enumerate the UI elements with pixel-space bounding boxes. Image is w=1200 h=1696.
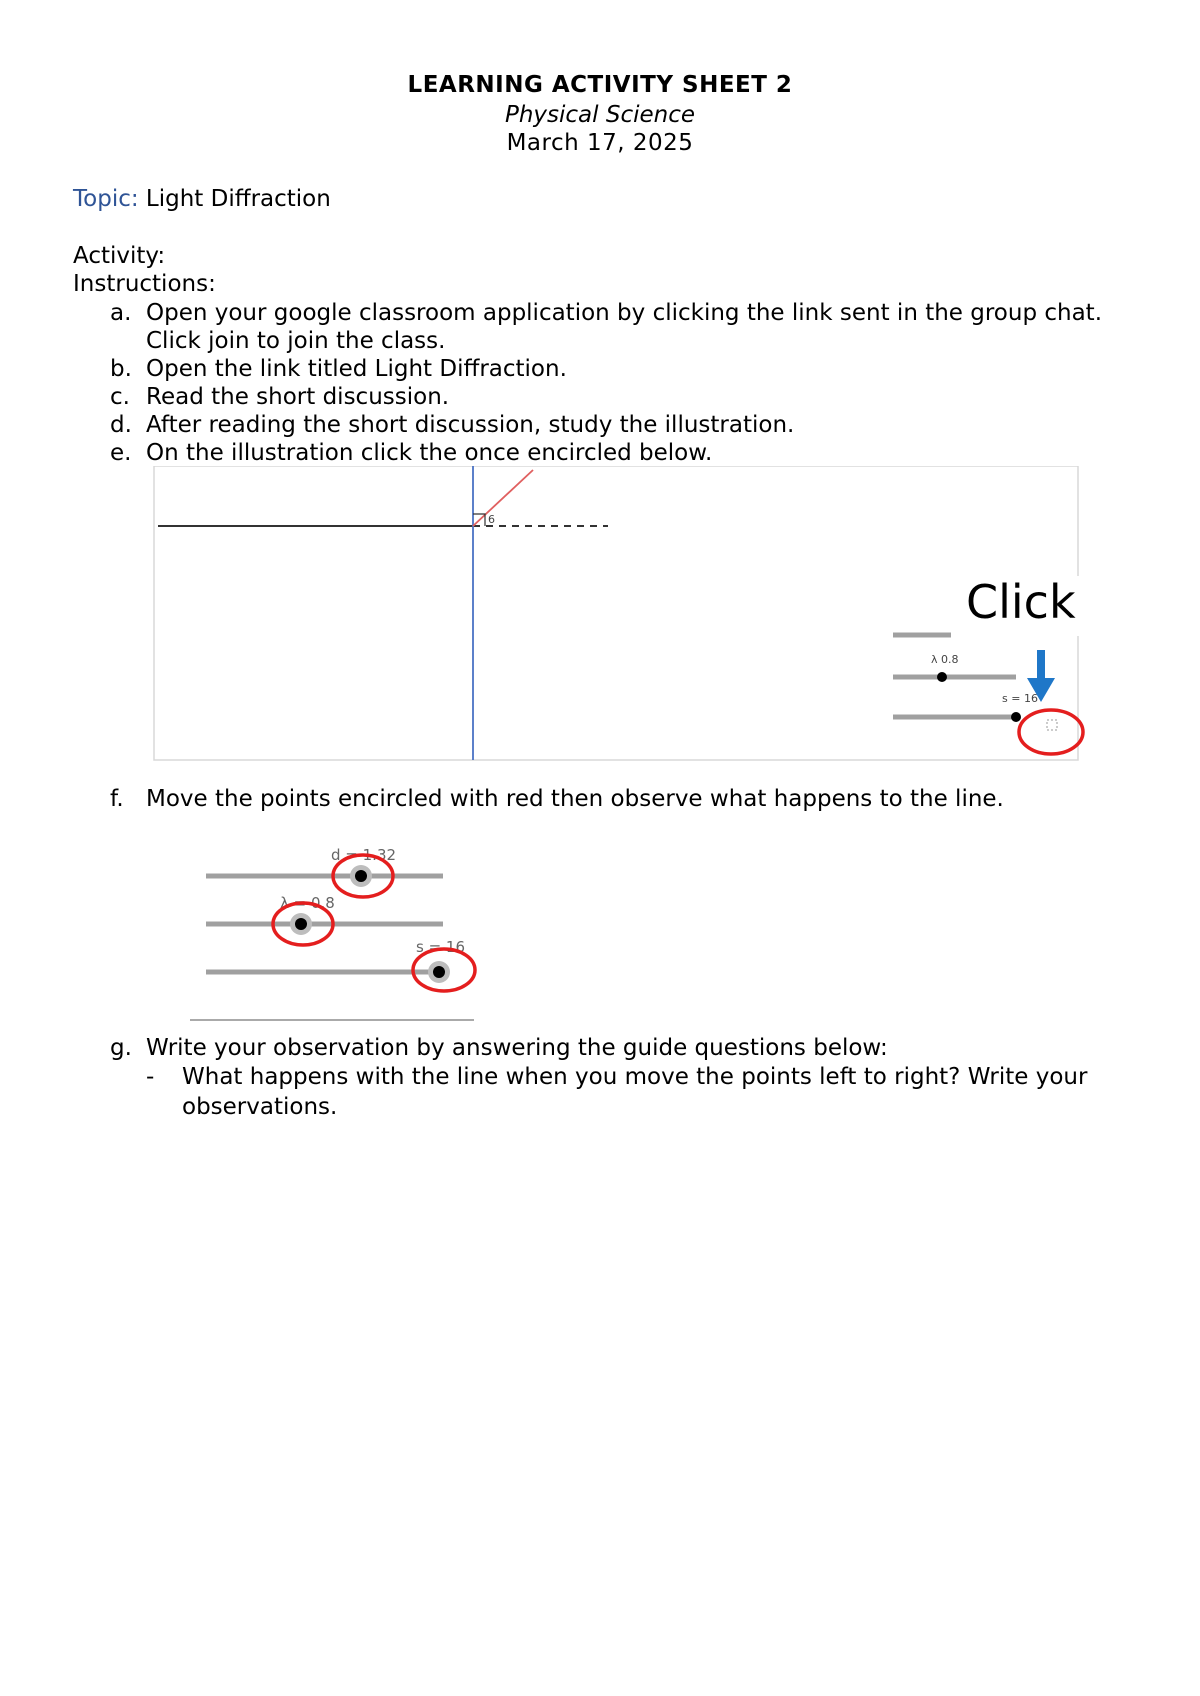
angle-label: 6 — [488, 513, 495, 526]
instruction-marker: c. — [110, 384, 130, 410]
instruction-marker: f. — [110, 786, 124, 812]
guide-question-text: What happens with the line when you move the points left to right? Write your observations. — [182, 1064, 1088, 1120]
topic-value: Light Diffraction — [138, 186, 331, 212]
instruction-marker: g. — [110, 1035, 132, 1061]
lambda-slider-label: λ 0.8 — [931, 653, 959, 666]
subject-name: Physical Science — [504, 102, 696, 128]
instruction-marker: d. — [110, 412, 132, 438]
s-slider-label: s = 16 — [416, 938, 466, 956]
activity-label: Activity: — [73, 243, 166, 269]
lambda-slider-point[interactable] — [937, 672, 947, 682]
slider-controls-figure — [190, 838, 490, 1028]
s-slider-point[interactable] — [1011, 712, 1021, 722]
topic-label: Topic: — [73, 186, 139, 212]
sheet-title: LEARNING ACTIVITY SHEET 2 — [407, 72, 793, 98]
instruction-marker: e. — [110, 440, 132, 466]
instruction-text: Read the short discussion. — [146, 384, 450, 410]
s-slider-point[interactable] — [433, 966, 445, 978]
s-slider-label: s = 16 — [1002, 692, 1038, 705]
diffraction-applet-figure — [148, 466, 1092, 766]
sheet-date: March 17, 2025 — [506, 130, 694, 156]
instructions-label: Instructions: — [73, 271, 216, 297]
topic-line — [73, 186, 331, 212]
instruction-text: Open your google classroom application by clicking the link sent in the group chat. Click join to join the class. — [146, 300, 1103, 354]
instruction-text: On the illustration click the once encircled below. — [146, 440, 713, 466]
instruction-text: Write your observation by answering the guide questions below: — [146, 1035, 888, 1061]
click-label: Click — [966, 575, 1076, 629]
instruction-marker: a. — [110, 300, 132, 326]
d-slider-label: d = 1.32 — [331, 846, 397, 864]
instruction-text: Open the link titled Light Diffraction. — [146, 356, 567, 382]
instruction-text: After reading the short discussion, study the illustration. — [146, 412, 795, 438]
instruction-text: Move the points encircled with red then observe what happens to the line. — [146, 786, 1004, 812]
lambda-slider-label: λ = 0.8 — [280, 894, 335, 912]
guide-question-marker: - — [146, 1064, 155, 1090]
lambda-slider-point[interactable] — [295, 918, 307, 930]
d-slider-point[interactable] — [355, 870, 367, 882]
instruction-marker: b. — [110, 356, 132, 382]
